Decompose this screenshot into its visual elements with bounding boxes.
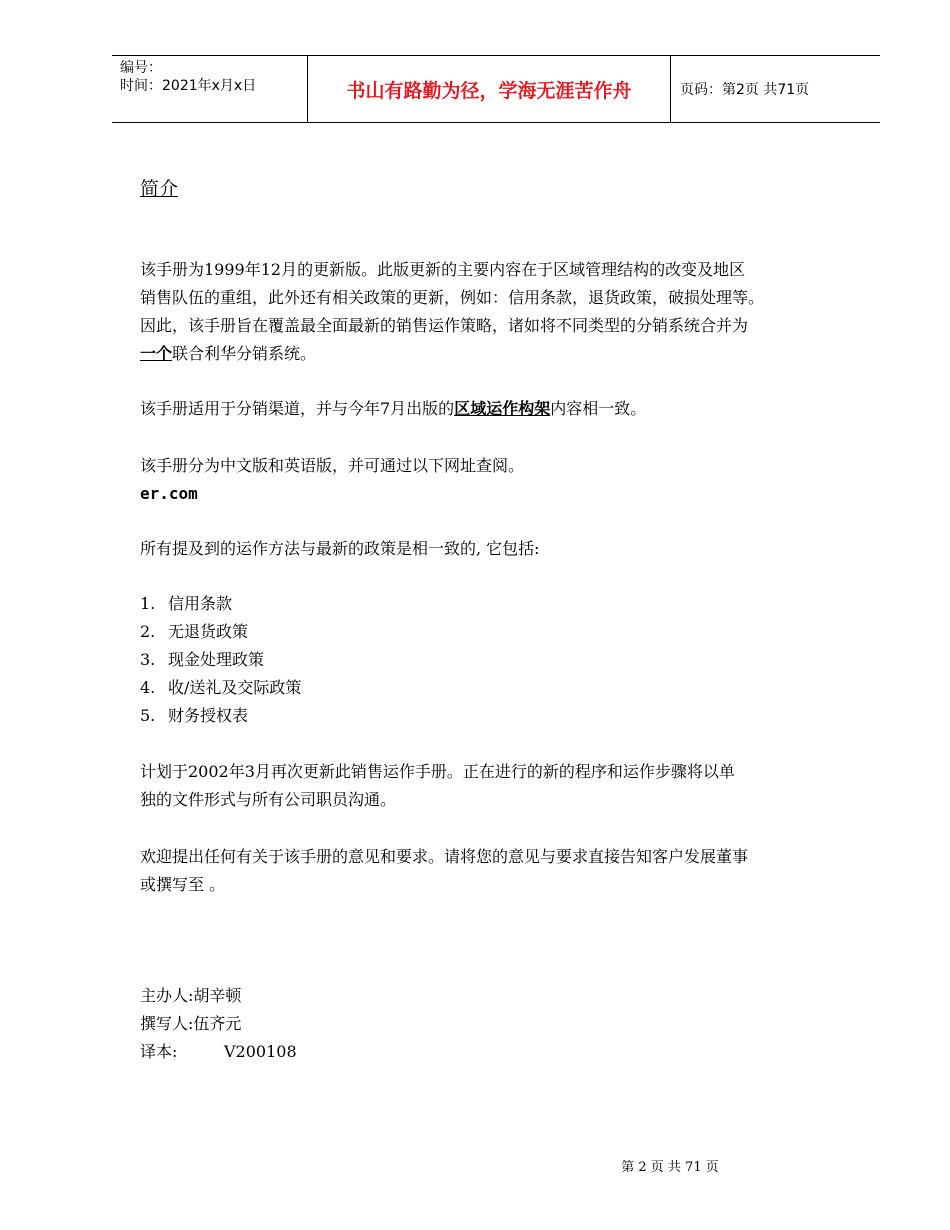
- list-item: [140, 646, 301, 674]
- list-number: 2.: [140, 622, 156, 641]
- header-page-info: [671, 56, 880, 122]
- writer-name: 伍齐元: [193, 1014, 242, 1033]
- header-motto-cell: [308, 56, 671, 122]
- intro-line: 因此，该手册旨在覆盖最全面最新的销售运作策略，诸如将不同类型的分销系统合并为: [140, 316, 749, 335]
- feedback-line: 欢迎提出任何有关于该手册的意见和要求。请将您的意见与要求直接告知客户发展董事: [140, 847, 749, 866]
- list-item: [140, 618, 301, 646]
- page-info: 页码：第2页 共71页: [680, 82, 810, 98]
- scope-text-before: 该手册适用于分销渠道，并与今年7月出版的: [140, 399, 455, 418]
- update-paragraph: [140, 758, 860, 814]
- list-number: 4.: [140, 678, 156, 697]
- header-motto: 书山有路勤为径，学海无涯苦作舟: [346, 79, 632, 102]
- language-paragraph: [140, 452, 860, 508]
- intro-paragraph: [140, 256, 860, 368]
- feedback-paragraph: [140, 843, 860, 899]
- number-label: 编号：: [120, 60, 162, 76]
- update-line: 独的文件形式与所有公司职员沟通。: [140, 790, 397, 809]
- scope-paragraph: [140, 395, 860, 423]
- version-row: [140, 1038, 297, 1066]
- page-header: [112, 55, 880, 123]
- policy-intro: 所有提及到的运作方法与最新的政策是相一致的, 它包括:: [140, 539, 540, 558]
- signature-block: [140, 982, 297, 1066]
- list-text: 收/送礼及交际政策: [168, 678, 302, 697]
- version-value: V200108: [224, 1042, 297, 1061]
- regional-framework-link[interactable]: 区域运作构架: [454, 399, 551, 418]
- page-footer: 第 2 页 共 71 页: [621, 1160, 719, 1175]
- unified-link[interactable]: 一个: [140, 344, 173, 363]
- organizer-name: 胡辛顿: [193, 986, 242, 1005]
- feedback-line: 或撰写至 。: [140, 875, 226, 894]
- intro-line-rest: 联合利华分销系统。: [172, 344, 317, 363]
- list-text: 现金处理政策: [168, 650, 265, 669]
- intro-line: [140, 340, 860, 368]
- page-title: 简介: [140, 178, 179, 200]
- header-meta: [112, 56, 308, 122]
- policy-list: [140, 590, 301, 730]
- language-text: 该手册分为中文版和英语版，并可通过以下网址查阅。: [140, 456, 525, 475]
- organizer-row: [140, 982, 297, 1010]
- list-text: 无退货政策: [168, 622, 249, 641]
- organizer-label: 主办人:: [140, 986, 194, 1005]
- intro-line: 该手册为1999年12月的更新版。此版更新的主要内容在于区域管理结构的改变及地区: [140, 260, 746, 279]
- writer-row: [140, 1010, 297, 1038]
- list-item: [140, 590, 301, 618]
- list-number: 1.: [140, 594, 156, 613]
- list-text: 财务授权表: [168, 706, 249, 725]
- website-url[interactable]: er.com: [140, 484, 198, 503]
- intro-line: 销售队伍的重组，此外还有相关政策的更新，例如：信用条款，退货政策，破损处理等。: [140, 288, 765, 307]
- list-number: 3.: [140, 650, 156, 669]
- time-label: 时间：2021年x月x日: [120, 78, 257, 94]
- list-item: [140, 674, 301, 702]
- scope-text-after: 内容相一致。: [550, 399, 647, 418]
- writer-label: 撰写人:: [140, 1014, 194, 1033]
- list-text: 信用条款: [168, 594, 233, 613]
- list-item: [140, 702, 301, 730]
- list-number: 5.: [140, 706, 156, 725]
- version-label: 译本:: [140, 1042, 178, 1061]
- update-line: 计划于2002年3月再次更新此销售运作手册。正在进行的新的程序和运作步骤将以单: [140, 762, 735, 781]
